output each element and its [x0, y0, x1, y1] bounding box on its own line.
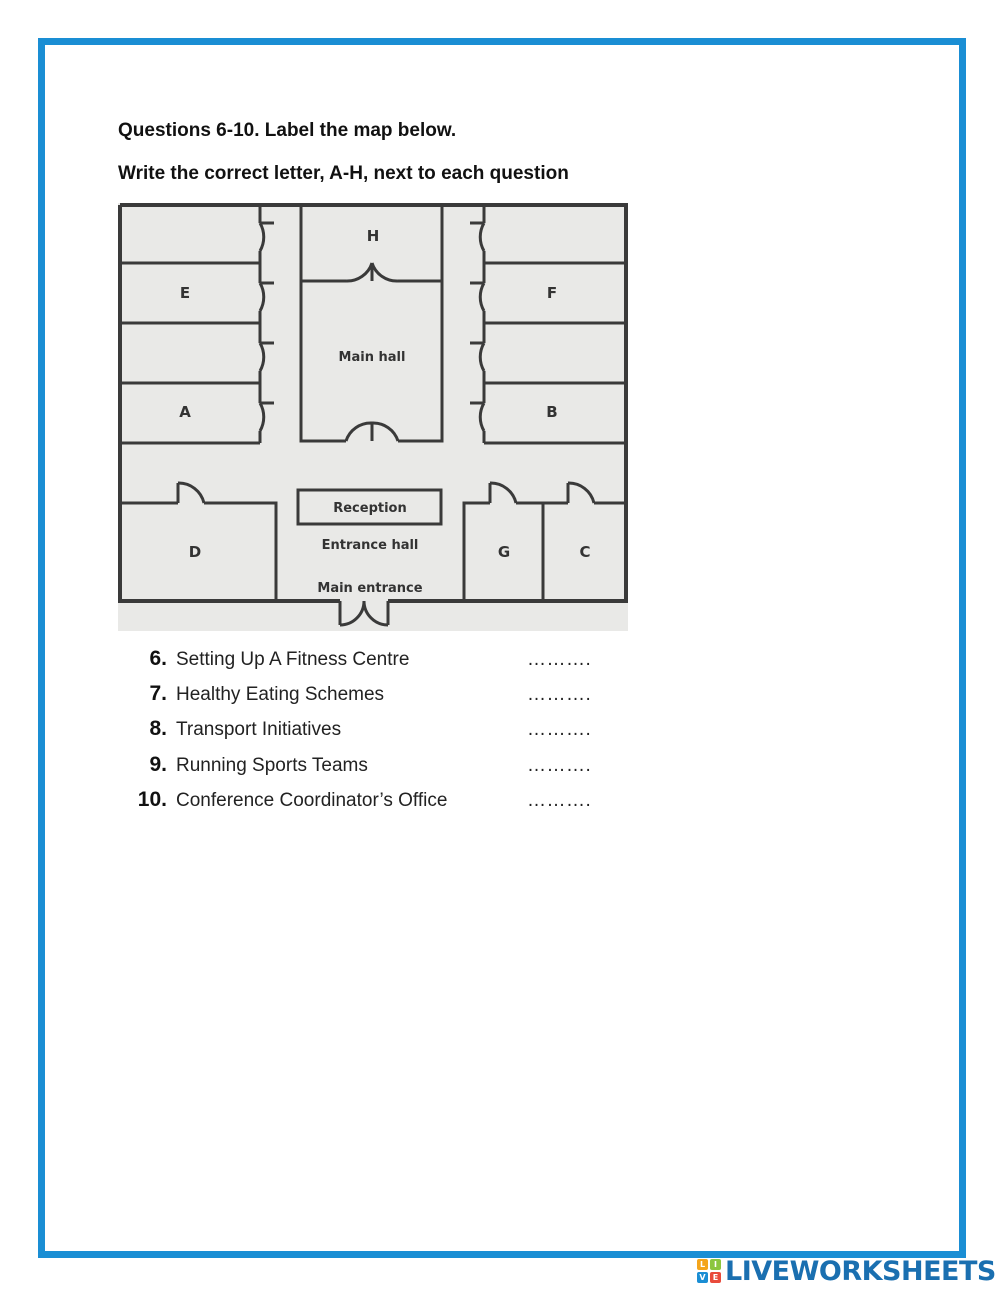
door — [372, 423, 398, 441]
floor-plan-map — [118, 203, 628, 631]
door — [260, 223, 274, 251]
question-row — [130, 684, 610, 714]
question-text: Transport Initiatives — [176, 719, 342, 740]
answer-blank[interactable]: ………. — [527, 755, 592, 776]
logo-mark-v: V — [697, 1272, 708, 1283]
wall — [464, 503, 626, 601]
logo-mark-icon — [697, 1259, 721, 1283]
room-label-e: E — [179, 284, 191, 302]
door — [470, 403, 484, 431]
area-label-main-entrance: Main entrance — [317, 581, 423, 596]
door — [346, 263, 372, 281]
door — [470, 283, 484, 311]
door — [260, 283, 274, 311]
question-number: 6. — [149, 647, 167, 670]
answer-blank[interactable]: ………. — [527, 684, 592, 705]
logo-mark-i: I — [710, 1259, 721, 1270]
door — [260, 343, 274, 371]
question-row — [130, 719, 610, 749]
question-text: Setting Up A Fitness Centre — [176, 649, 410, 670]
room-label-g: G — [497, 543, 511, 561]
door — [260, 403, 274, 431]
question-text: Conference Coordinator’s Office — [176, 790, 448, 811]
liveworksheets-logo[interactable] — [697, 1254, 996, 1288]
logo-mark-e: E — [710, 1272, 721, 1283]
instruction-subheading: Write the correct letter, A-H, next to each question — [118, 163, 569, 184]
area-label-entrance-hall: Entrance hall — [321, 538, 419, 553]
question-row — [130, 755, 610, 785]
entrance-door-left — [340, 601, 364, 625]
question-row — [130, 649, 610, 679]
door — [470, 223, 484, 251]
door — [372, 263, 398, 281]
entrance-door-right — [364, 601, 388, 625]
floor-plan-svg — [118, 203, 628, 631]
door — [490, 483, 516, 503]
door — [346, 423, 372, 441]
door — [568, 483, 594, 503]
room-label-f: F — [546, 284, 558, 302]
logo-mark-l: L — [697, 1259, 708, 1270]
room-label-a: A — [179, 403, 191, 421]
question-text: Running Sports Teams — [176, 755, 368, 776]
answer-blank[interactable]: ………. — [527, 790, 592, 811]
question-number: 10. — [137, 788, 167, 811]
question-number: 8. — [149, 717, 167, 740]
area-label-main-hall: Main hall — [338, 350, 406, 365]
question-number: 9. — [149, 753, 167, 776]
question-row — [130, 790, 610, 820]
area-label-reception: Reception — [333, 501, 407, 516]
answer-blank[interactable]: ………. — [527, 719, 592, 740]
room-label-h: H — [366, 227, 380, 245]
answer-blank[interactable]: ………. — [527, 649, 592, 670]
room-label-b: B — [546, 403, 558, 421]
door — [178, 483, 204, 503]
instruction-heading: Questions 6-10. Label the map below. — [118, 120, 457, 141]
question-number: 7. — [149, 682, 167, 705]
room-label-c: C — [579, 543, 591, 561]
door — [470, 343, 484, 371]
room-label-d: D — [188, 543, 202, 561]
question-text: Healthy Eating Schemes — [176, 684, 385, 705]
logo-text: LIVEWORKSHEETS — [725, 1255, 996, 1287]
